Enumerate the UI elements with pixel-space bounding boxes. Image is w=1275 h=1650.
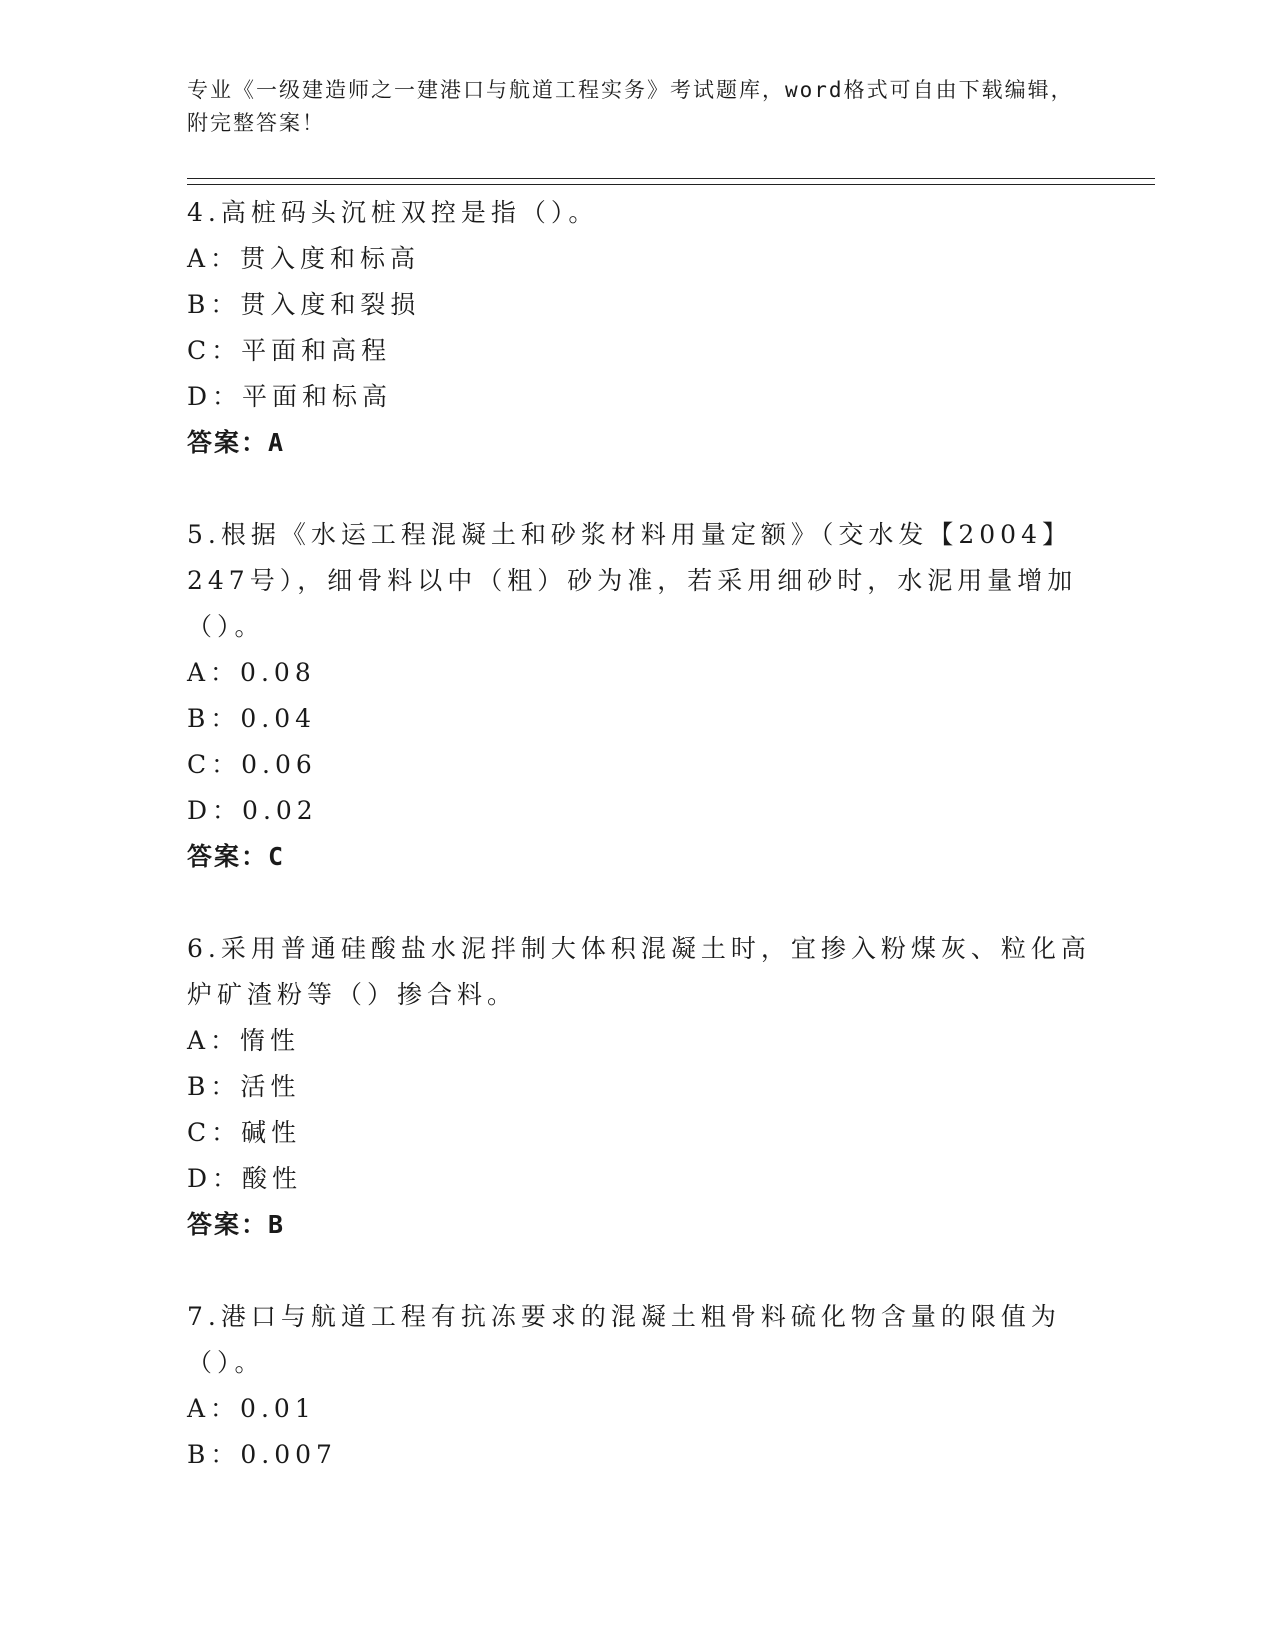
question-stem: 7.港口与航道工程有抗冻要求的混凝土粗骨料硫化物含量的限值为（）。 <box>187 1302 1061 1377</box>
question-stem: 6.采用普通硅酸盐水泥拌制大体积混凝土时，宜掺入粉煤灰、粒化高炉矿渣粉等（）掺合料。 <box>187 934 1091 1009</box>
option-b: B：活性 <box>187 1072 301 1101</box>
question-stem: 5.根据《水运工程混凝土和砂浆材料用量定额》（交水发【2004】247号），细骨料以中（粗）砂为准，若采用细砂时，水泥用量增加（）。 <box>187 520 1078 641</box>
option-d: D：0.02 <box>187 796 318 825</box>
question-7 <box>187 1294 1107 1478</box>
question-stem: 4.高桩码头沉桩双控是指（）。 <box>187 198 599 227</box>
answer: 答案：A <box>187 428 286 457</box>
option-a: A：0.01 <box>187 1394 316 1423</box>
option-a: A：贯入度和标高 <box>187 244 421 273</box>
option-a: A：0.08 <box>187 658 316 687</box>
option-c: C：0.06 <box>187 750 317 779</box>
header-rule-top <box>187 178 1155 179</box>
option-d: D：平面和标高 <box>187 382 393 411</box>
option-d: D：酸性 <box>187 1164 303 1193</box>
option-b: B：贯入度和裂损 <box>187 290 421 319</box>
header-rule-bottom <box>187 184 1155 185</box>
option-b: B：0.04 <box>187 704 317 733</box>
answer: 答案：C <box>187 842 286 871</box>
document-header: 专业《一级建造师之一建港口与航道工程实务》考试题库，word格式可自由下载编辑，附完整答案！ <box>187 78 1074 135</box>
option-c: C：碱性 <box>187 1118 302 1147</box>
question-4 <box>187 190 1107 466</box>
question-5 <box>187 512 1107 880</box>
question-6 <box>187 926 1107 1248</box>
option-a: A：惰性 <box>187 1026 301 1055</box>
option-b: B：0.007 <box>187 1440 337 1469</box>
answer: 答案：B <box>187 1210 286 1239</box>
option-c: C：平面和高程 <box>187 336 392 365</box>
question-list <box>187 190 1107 1478</box>
